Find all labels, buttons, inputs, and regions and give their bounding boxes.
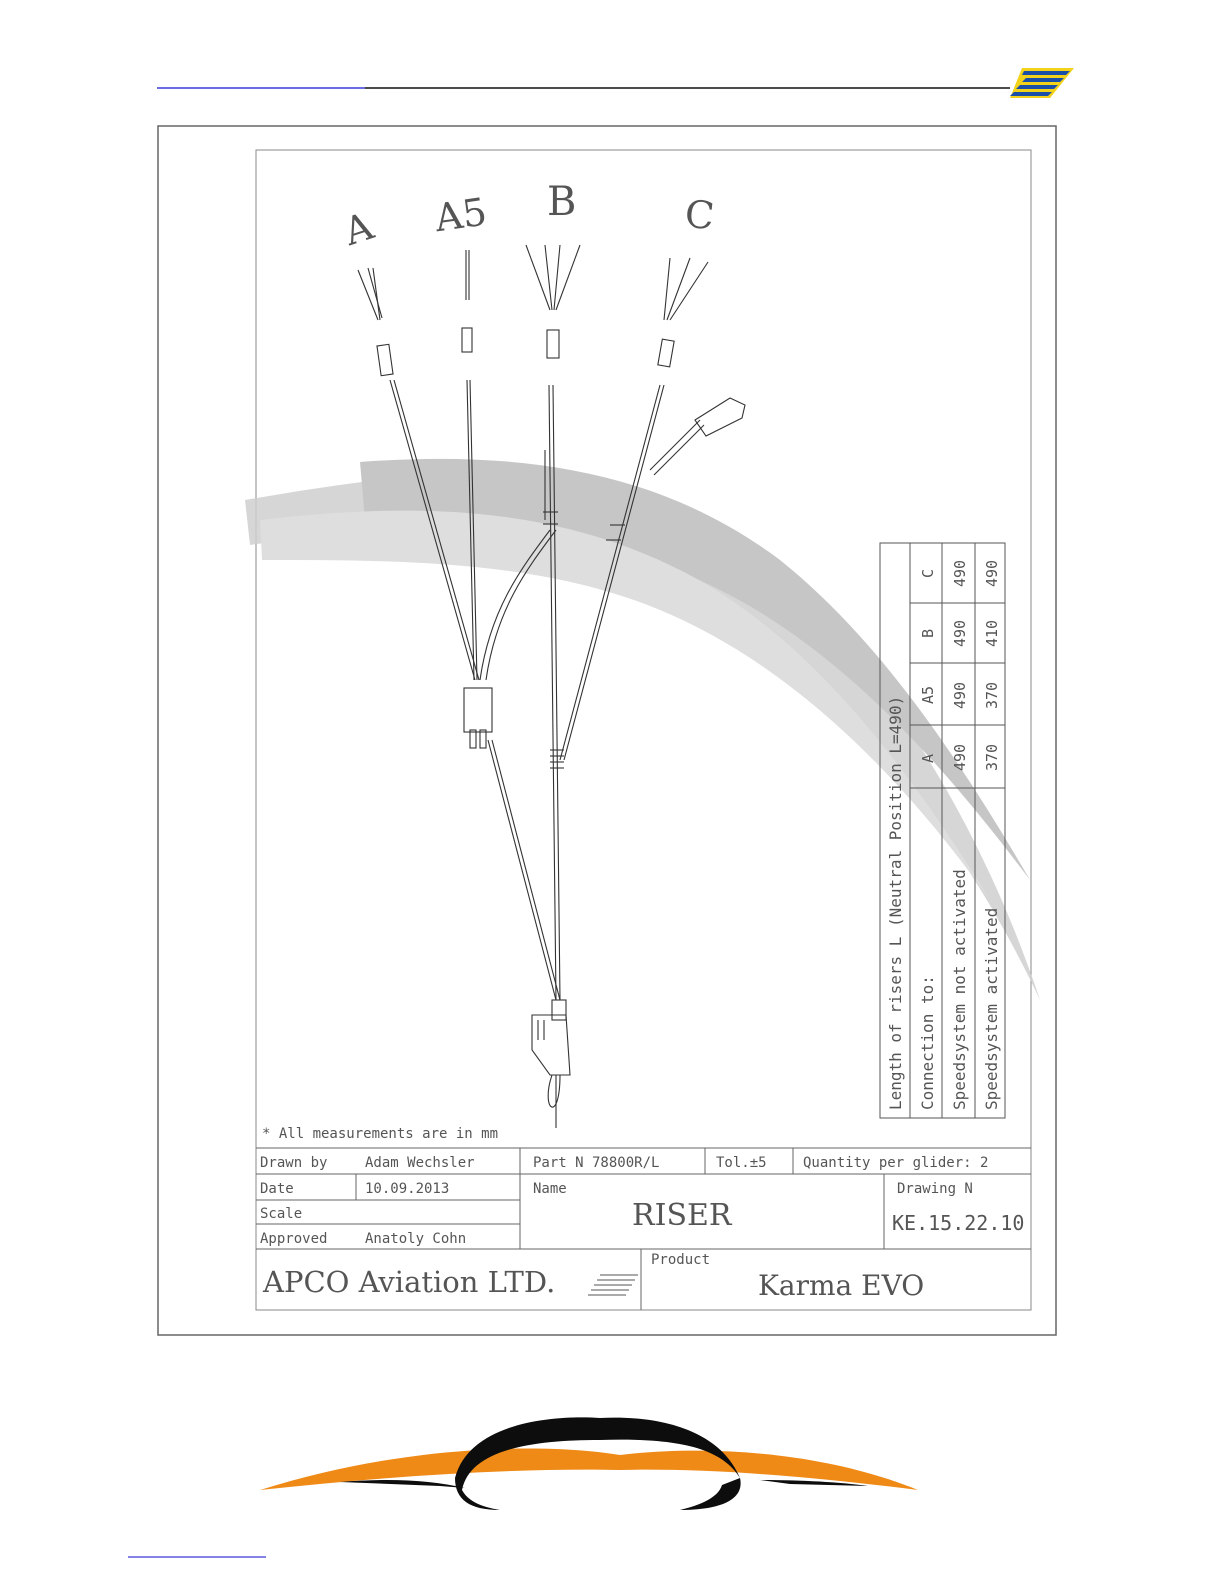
length-table-cell: 490 — [951, 743, 969, 771]
length-table-header-b: B — [919, 628, 937, 638]
product-label: Product — [651, 1252, 711, 1268]
drawing-number-label: Drawing N — [897, 1181, 973, 1197]
length-table-cell: 410 — [983, 619, 1001, 647]
length-table-cell: 370 — [983, 681, 1001, 709]
measurement-note: * All measurements are in mm — [262, 1126, 499, 1142]
length-table-header-a5: A5 — [919, 685, 937, 704]
drawn-by-value: Adam Wechsler — [365, 1155, 475, 1171]
quantity-per-glider: Quantity per glider: 2 — [803, 1155, 989, 1171]
apco-logo-icon — [1010, 68, 1074, 98]
riser-label-a5: A5 — [432, 189, 490, 241]
part-number: Part N 78800R/L — [533, 1155, 660, 1171]
riser-label-a: A — [338, 203, 379, 255]
brush-watermark-icon — [245, 459, 1040, 1000]
drawing-number: KE.15.22.10 — [892, 1211, 1025, 1235]
length-table-header-label: Connection to: — [918, 975, 937, 1110]
apco-small-logo-icon — [588, 1275, 638, 1295]
length-table-cell: 490 — [983, 559, 1001, 587]
length-table-cell: 370 — [983, 743, 1001, 771]
riser-label-b: B — [547, 179, 577, 225]
product-name: Karma EVO — [758, 1269, 925, 1302]
length-table-header-c: C — [919, 568, 937, 578]
part-name: RISER — [632, 1198, 732, 1233]
approved-label: Approved — [260, 1231, 328, 1247]
riser-label-c: C — [682, 191, 717, 239]
approved-value: Anatoly Cohn — [365, 1231, 467, 1247]
tolerance: Tol.±5 — [716, 1155, 767, 1171]
length-table-row-label: Speedsystem activated — [982, 907, 1001, 1110]
riser-lower-assembly — [464, 688, 570, 1128]
length-table — [880, 543, 1005, 1118]
riser-diagram — [358, 245, 745, 1128]
length-table-cell: 490 — [951, 681, 969, 709]
name-label: Name — [533, 1181, 567, 1197]
length-table-cell: 490 — [951, 619, 969, 647]
apco-swoosh-logo-icon — [260, 1417, 918, 1510]
scale-label: Scale — [260, 1206, 303, 1222]
date-label: Date — [260, 1181, 294, 1197]
company-name: APCO Aviation LTD. — [263, 1265, 556, 1299]
date-value: 10.09.2013 — [365, 1181, 450, 1197]
drawn-by-label: Drawn by — [260, 1155, 328, 1171]
length-table-title: Length of risers L (Neutral Position L=490) — [886, 695, 905, 1110]
length-table-header-a: A — [919, 753, 937, 763]
length-table-row-label: Speedsystem not activated — [950, 869, 969, 1110]
length-table-cell: 490 — [951, 559, 969, 587]
